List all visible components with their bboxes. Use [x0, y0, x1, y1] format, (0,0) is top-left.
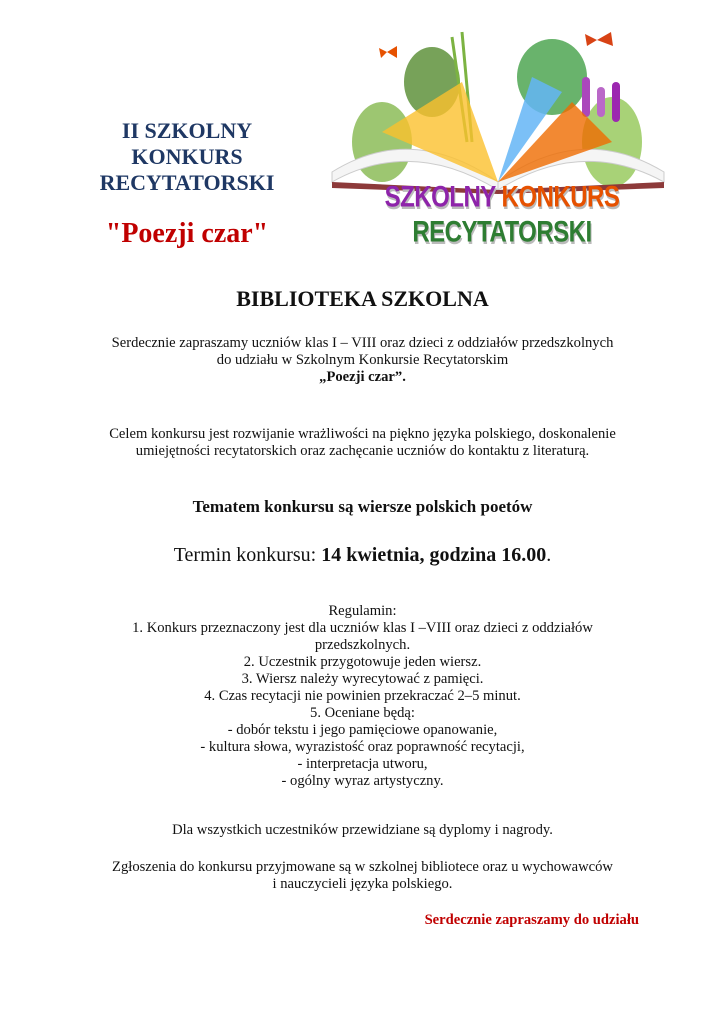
- contest-theme: Tematem konkursu są wiersze polskich poetów: [192, 497, 533, 516]
- rule-line: - interpretacja utworu,: [297, 756, 428, 772]
- goal-paragraph: [60, 426, 665, 460]
- invitation-line: Serdecznie zapraszamy uczniów klas I – VIII oraz dzieci z oddziałów przedszkolnych: [111, 335, 614, 351]
- date-value: 14 kwietnia, godzina 16.00: [321, 544, 547, 566]
- registration-paragraph: [60, 859, 665, 893]
- invitation-title: „Poezji czar”.: [319, 369, 406, 385]
- logo-banner-text: [316, 180, 688, 250]
- rule-line: 2. Uczestnik przygotowuje jeden wiersz.: [243, 654, 482, 670]
- rule-line: - ogólny wyraz artystyczny.: [281, 773, 444, 789]
- rule-line: - dobór tekstu i jego pamięciowe opanowanie,: [227, 722, 498, 738]
- library-heading: BIBLIOTEKA SZKOLNA: [236, 286, 489, 311]
- goal-line: Celem konkursu jest rozwijanie wrażliwości na piękno języka polskiego, doskonalenie: [109, 426, 616, 442]
- registration-line: Zgłoszenia do konkursu przyjmowane są w szkolnej bibliotece oraz u wychowawców: [112, 859, 613, 875]
- prizes-paragraph: Dla wszystkich uczestników przewidziane są dyplomy i nagrody.: [172, 822, 553, 838]
- rule-line: 3. Wiersz należy wyrecytować z pamięci.: [241, 671, 484, 687]
- rule-line: - kultura słowa, wyrazistość oraz poprawność recytacji,: [200, 739, 525, 755]
- contest-logo-image: [312, 22, 688, 249]
- invitation-paragraph: [60, 335, 665, 386]
- invitation-line: do udziału w Szkolnym Konkursie Recytatorskim: [216, 352, 509, 368]
- logo-word: SZKOLNY: [384, 180, 496, 214]
- butterfly-icon: [585, 32, 613, 46]
- goal-line: umiejętności recytatorskich oraz zachęcanie uczniów do kontaktu z literaturą.: [135, 443, 590, 459]
- date-label: Termin konkursu:: [173, 544, 322, 566]
- registration-line: i nauczycieli języka polskiego.: [272, 876, 453, 892]
- title-line: RECYTATORSKI: [99, 170, 275, 195]
- poster-title: [82, 118, 292, 196]
- butterfly-icon: [379, 46, 397, 58]
- title-line: KONKURS: [131, 144, 243, 169]
- title-line: II SZKOLNY: [121, 118, 253, 143]
- rules-section: [60, 603, 665, 790]
- closing-invitation: Serdecznie zapraszamy do udziału: [424, 912, 639, 928]
- contest-date: [0, 544, 725, 567]
- rule-line: 1. Konkurs przeznaczony jest dla uczniów klas I –VIII oraz dzieci z oddziałów: [132, 620, 593, 636]
- rule-line: 5. Oceniane będą:: [310, 705, 415, 721]
- poster-subtitle: "Poezji czar": [105, 218, 269, 249]
- rules-title: Regulamin:: [328, 603, 397, 619]
- logo-word: RECYTATORSKI: [412, 215, 592, 249]
- rule-line: przedszkolnych.: [314, 637, 411, 653]
- logo-word: KONKURS: [501, 180, 620, 214]
- date-end: .: [546, 544, 552, 566]
- rule-line: 4. Czas recytacji nie powinien przekraczać 2–5 minut.: [204, 688, 521, 704]
